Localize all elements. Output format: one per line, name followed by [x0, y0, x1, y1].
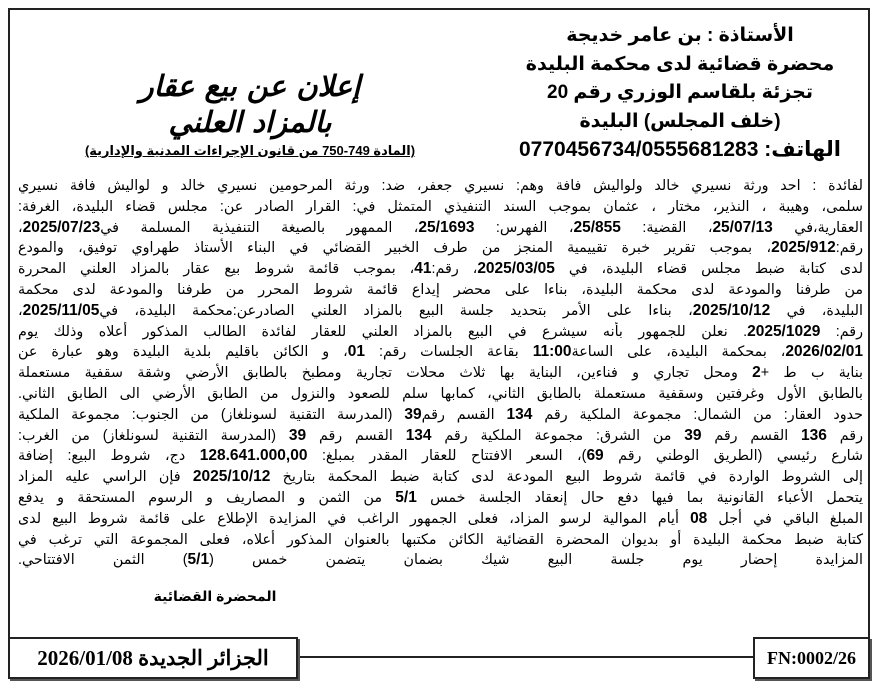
body-line: حدود العقار: من الشمال: مجموعة الملكية رقم 134 القسم رقم39 (المدرسة التقنية لسونلغاز) من الجنوب: مجموعة الملكية: [18, 405, 863, 423]
phone-label: الهاتف:: [764, 138, 841, 161]
body-line: لدى كتابة ضبط مجلس قضاء البليدة، في 2025/03/05، رقم:41، بموجب قائمة شروط بيع عقار بالمزاد العلني المحررة: [18, 260, 863, 278]
newspaper-date: الجزائر الجديدة 2026/01/08: [37, 645, 269, 670]
body-line: رقم:2025/912، بموجب تقرير خبرة تقييمية المنجز من طرف الخبير القضائي في البناء الأستاذ طهراوي توفيق، والمودع: [18, 239, 863, 257]
body-line: لفائدة : احد ورثة نسيري خالد ولواليش فافة وهم: نسيري جعفر، ضد: ورثة المرحومين نسيري خالد و لواليش فافة نسيري: [18, 178, 863, 194]
file-number-box: [753, 637, 870, 679]
notice-title: [40, 68, 460, 140]
phone-number: 0770456734/0555681283: [519, 138, 759, 161]
body-line: يتحمل الأعباء القانونية بما فيها دفع حال إنعقاد الجلسة خمس 5/1 من الثمن و المصاريف و الرسوم المستحقة و يدفع: [18, 488, 863, 506]
body-line: العقارية،في 25/07/13، القضية: 25/855، الفهرس: 25/1693، الممهور بالصيغة التنفيذية المسلمة في2025/07/23،: [18, 218, 863, 236]
body-line: 2026/02/01، بمحكمة البليدة، على الساعة11:00 بقاعة الجلسات رقم: 01، و الكائن باقليم بلدية البليدة وهو عبارة عن: [18, 343, 863, 361]
signature: المحضرة القضائية: [153, 588, 277, 604]
bailiff-name: الأستاذة : بن عامر خديجة: [566, 25, 794, 46]
body-line: سلمى، وهيبة ، النذير، مختار ، عثمان بموجب السند التنفيذي المتمثل في: القرار الصادر عن: مجلس قضاء البليدة، الغرفة:: [18, 198, 863, 215]
body-line: من طرفنا والمودعة لدى محكمة البليدة، بناءا على محضر إيداع قائمة شروط المحرر من طرفنا والمودعة لدى محكمة: [18, 281, 863, 298]
bailiff-office: محضرة قضائية لدى محكمة البليدة: [525, 53, 835, 75]
bailiff-header: [480, 22, 879, 165]
body-line: المزايدة إحضار يوم جلسة البيع شيك بضمان يتضمن خمس (5/1) الثمن الافتتاحي.: [18, 551, 863, 569]
title-line-1: إعلان عن بيع عقار: [139, 69, 361, 103]
newspaper-date-box: [8, 637, 298, 679]
body-line: شارع رئيسي (الطريق الوطني رقم 69)، السعر الافتتاح للعقار المقدر بمبلغ: 128.641.000,00 دج، شروط البيع: إضافة: [18, 447, 863, 465]
phone-line: [480, 136, 879, 165]
body-line: بالطابق الأول وغرفتين وسقفية مستعملة بالطابق الثاني، كمابها سلم للصعود والنزول من الطابق الأرضي الى الطابق الثاني.: [18, 385, 863, 402]
address-line-2: (خلف المجلس) البليدة: [579, 110, 781, 132]
body-line: رقم 136 القسم رقم 39 من الشرق: مجموعة الملكية رقم 134 القسم رقم 39 (المدرسة التقنية لسونلغاز) من الغرب:: [18, 426, 863, 444]
body-line: المبلغ الباقي في أجل 08 أيام الموالية لرسو المزاد، فعلى الجمهور الراغب في المزايدة الإطلاع على قائمة شروط البيع لدى: [18, 509, 863, 527]
notice-body: [18, 176, 863, 571]
body-line: كتابة ضبط محكمة البليدة أو بديوان المحضرة القضائية الكائن مكتبها بالعنوان المذكور أعلاه، فعلى المجموعة التي ترغب في: [18, 531, 863, 548]
file-number: FN:0002/26: [767, 647, 856, 668]
body-line: بناية ب ط +2 ومحل تجاري و فناءين، البناية بها ثلاث محلات تجارية ومطبخ بالطابق الأرضي وشقة سقفية مستعملة: [18, 364, 863, 382]
body-line: إلى الشروط الواردة في قائمة شروط البيع المودعة لدى كتابة ضبط المحكمة بتاريخ 2025/10/12 فإن الراسي عليه المزاد: [18, 468, 863, 486]
legal-reference: (المادة 749-750 من قانون الإجراءات المدنية والإدارية): [84, 143, 416, 158]
body-line: البليدة، في 2025/10/12، بناءا على الأمر بتحديد جلسة البيع بالمزاد العلني الصادرعن:محكمة البليدة، في2025/11/05،: [18, 301, 863, 319]
title-line-2: بالمزاد العلني: [168, 105, 332, 139]
body-line: رقم: 2025/1029. نعلن للجمهور بأنه سيشرع في البيع بالمزاد العلني للعقار لفائدة الطالب المذكور أعلاه وذلك يوم: [18, 322, 863, 340]
address-line-1: تجزئة بلقاسم الوزري رقم 20: [547, 82, 813, 103]
